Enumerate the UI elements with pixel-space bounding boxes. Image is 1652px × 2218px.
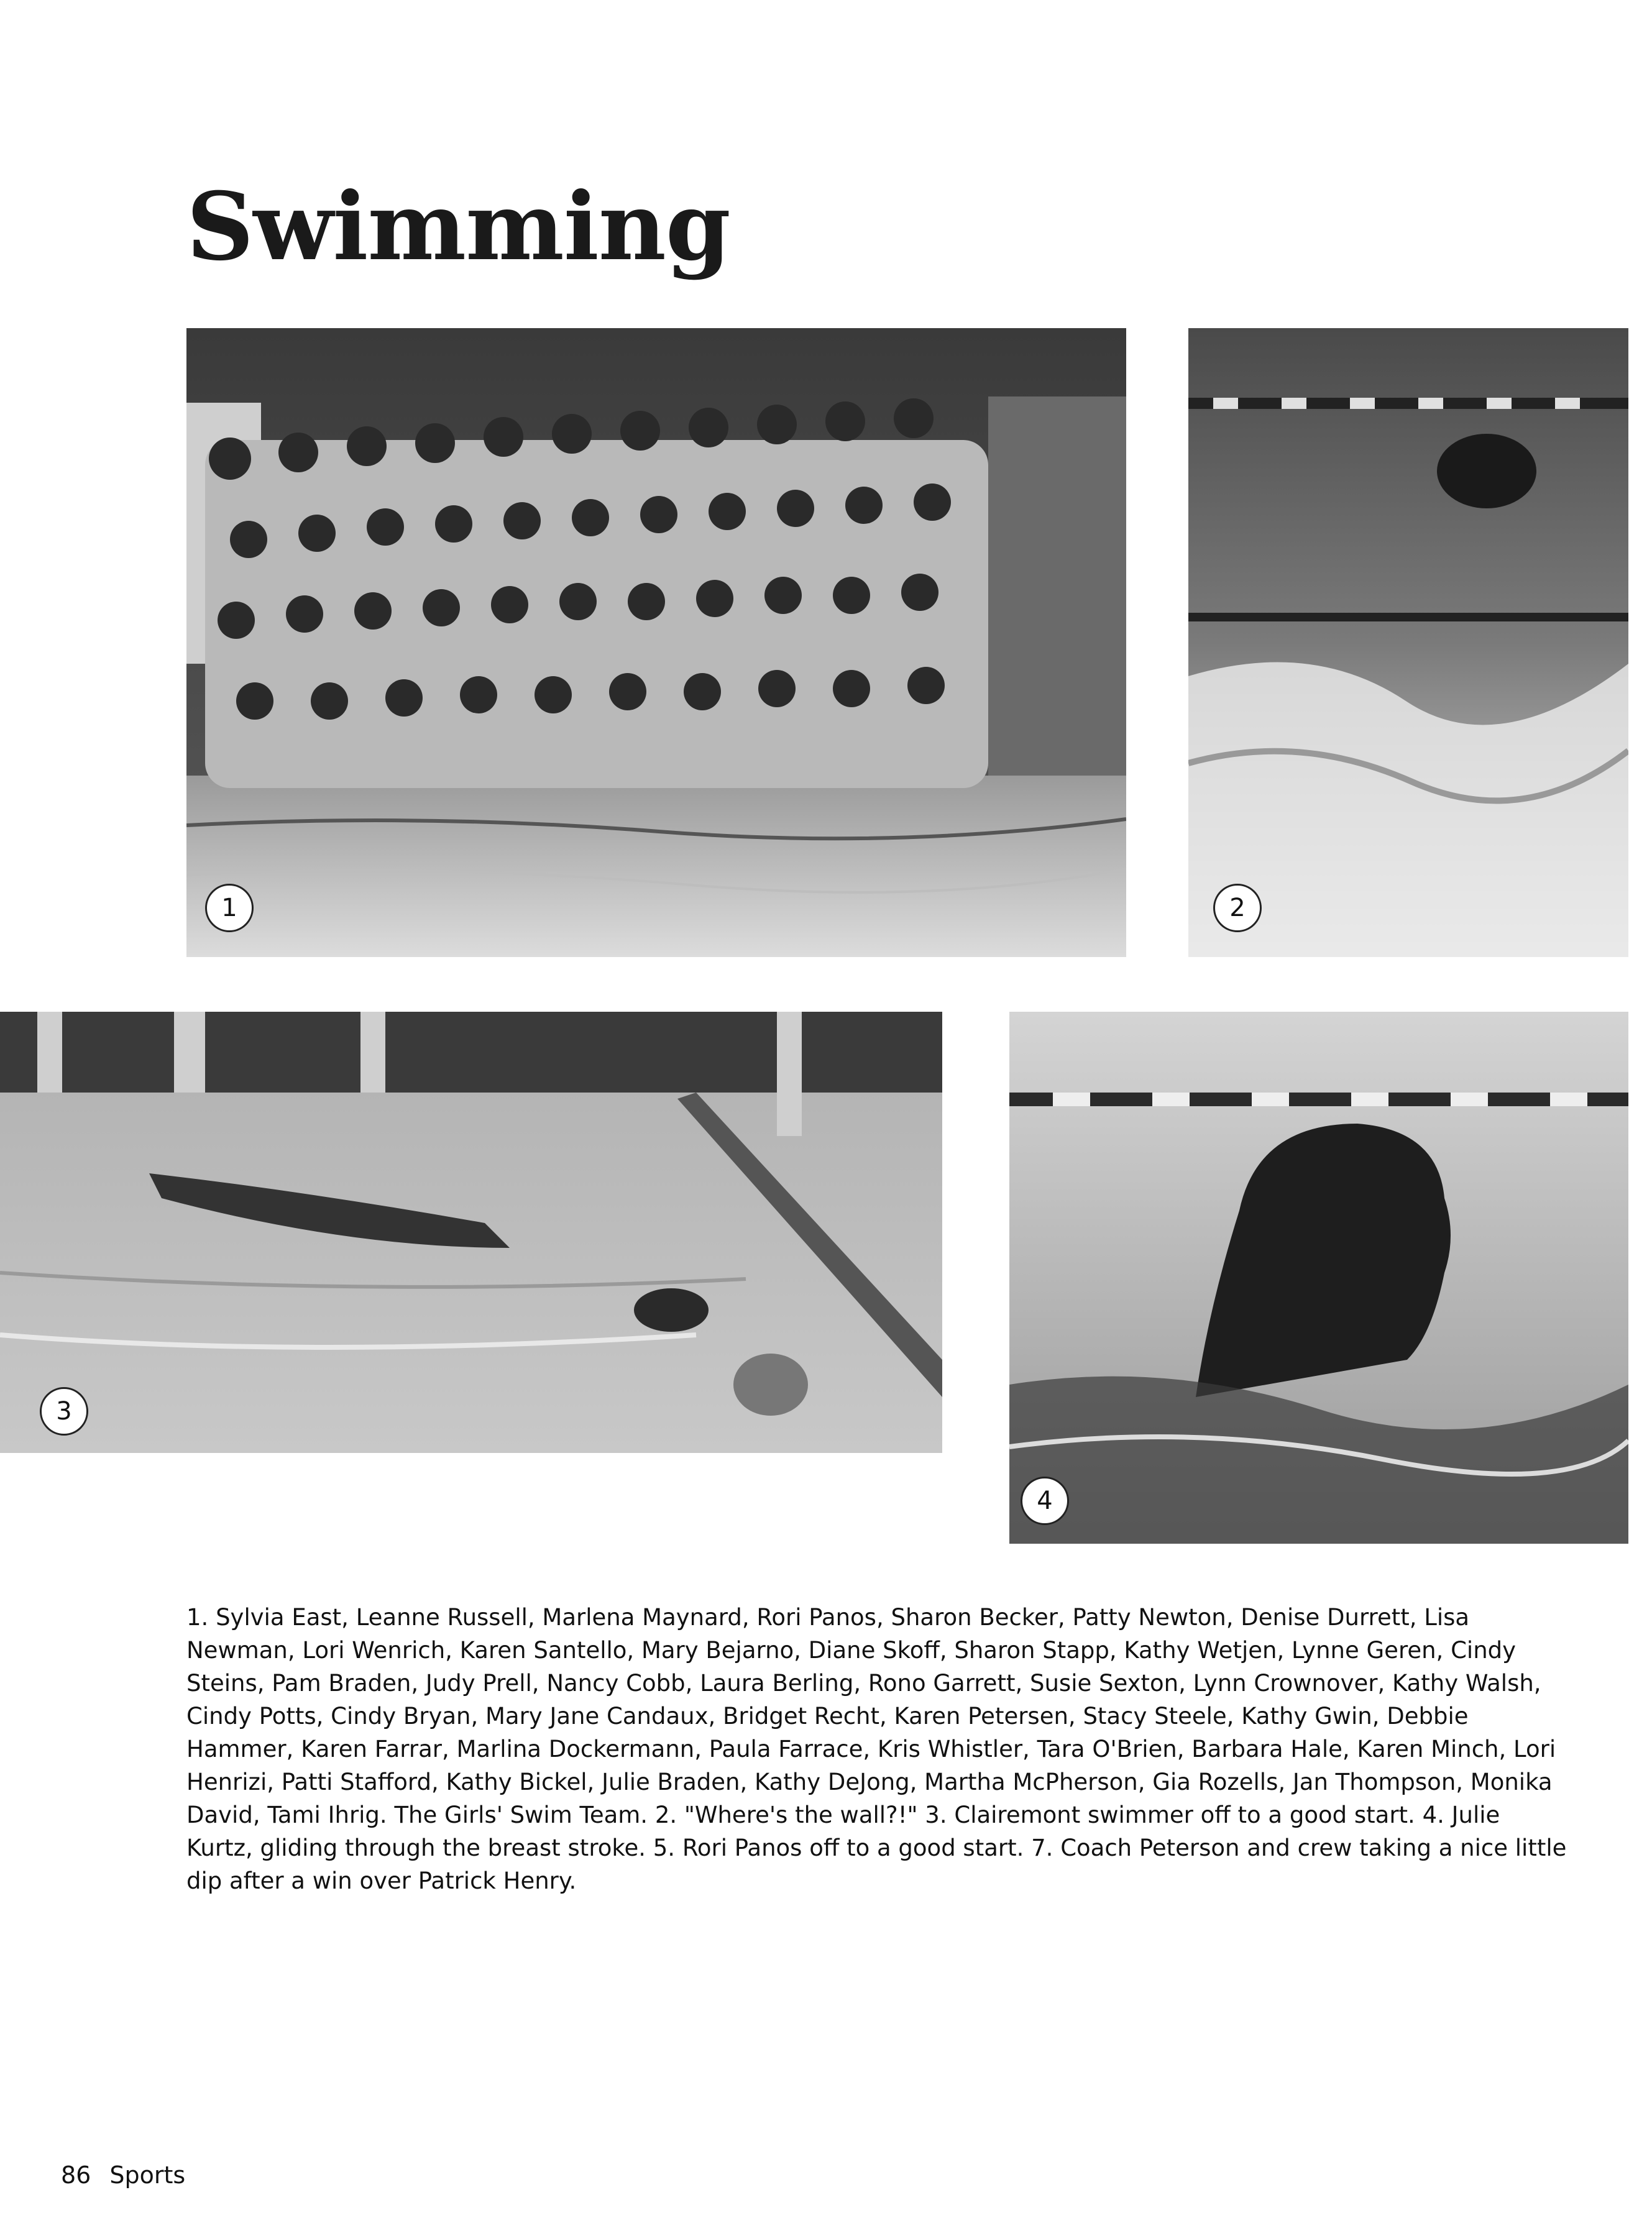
photo-number-badge: 2: [1213, 884, 1262, 932]
diving-swimmer-photo: [0, 1012, 942, 1453]
team-photo: [186, 328, 1126, 957]
swimmer-splash-photo: [1188, 328, 1628, 957]
team-photo-image: [186, 328, 1126, 957]
page-number: 86: [61, 2161, 91, 2189]
breaststroke-swimmer-photo: [1009, 1012, 1628, 1544]
photo-number-badge: 1: [205, 884, 254, 932]
breaststroke-swimmer-image: [1009, 1012, 1628, 1544]
section-name: Sports: [109, 2161, 186, 2189]
page-title: Swimming: [186, 172, 730, 282]
photo-number-badge: 3: [40, 1387, 88, 1436]
swimmer-splash-image: [1188, 328, 1628, 957]
photo-number-badge: 4: [1021, 1477, 1069, 1525]
page-footer: [61, 2161, 185, 2189]
photo-caption: 1. Sylvia East, Leanne Russell, Marlena Maynard, Rori Panos, Sharon Becker, Patty Newton, Denise Durrett, Lisa Newman, Lori Wenrich, Karen Santello, Mary Bejarno, Diane Skoff, Sharon Stapp, Kathy Wetjen, Lynne Geren, Cindy Steins, Pam Braden, Judy Prell, Nancy Cobb, Laura Berling, Rono Garrett, Susie Sexton, Lynn Crownover, Kathy Walsh, Cindy Potts, Cindy Bryan, Mary Jane Candaux, Bridget Recht, Karen Petersen, Stacy Steele, Kathy Gwin, Debbie Hammer, Karen Farrar, Marlina Dockermann, Paula Farrace, Kris Whistler, Tara O'Brien, Barbara Hale, Karen Minch, Lori Henrizi, Patti Stafford, Kathy Bickel, Julie Braden, Kathy DeJong, Martha McPherson, Gia Rozells, Jan Thompson, Monika David, Tami Ihrig. The Girls' Swim Team. 2. "Where's the wall?!" 3. Clairemont swimmer off to a good start. 4. Julie Kurtz, gliding through the breast stroke. 5. Rori Panos off to a good start. 7. Coach Peterson and crew taking a nice little dip after a win over Patrick Henry.: [186, 1604, 1567, 1894]
diving-swimmer-image: [0, 1012, 942, 1453]
